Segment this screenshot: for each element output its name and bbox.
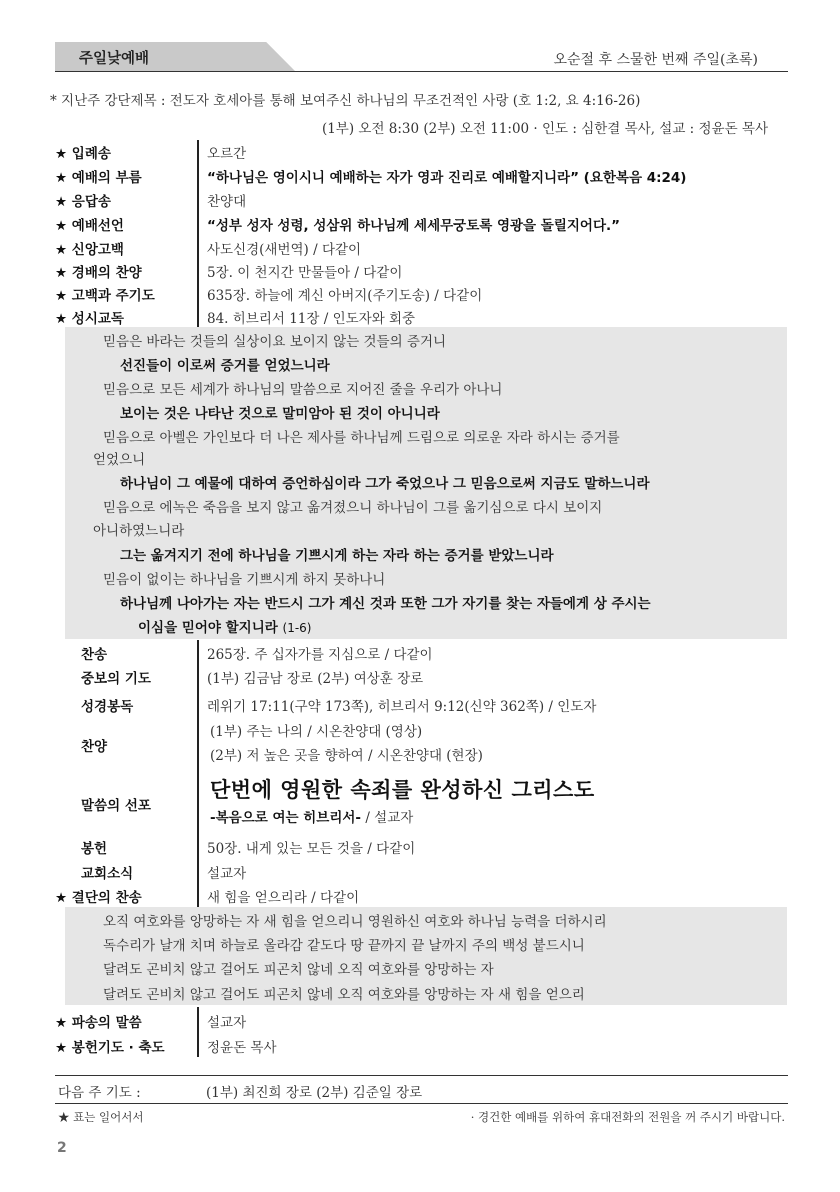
reading-leader-line: 믿음으로 에녹은 죽음을 보지 않고 옮겨졌으니 하나님이 그를 옮기심으로 다시 보이지 [103,500,603,516]
next-prayer-label: 다음 주 기도 : [58,1085,141,1101]
order-row-response [55,188,795,210]
order-row-scripture [55,693,795,715]
anthem-second-service: (2부) 저 높은 곳을 향하여 / 시온찬양대 (현장) [210,748,483,764]
phone-note: · 경건한 예배를 위하여 휴대전화의 전원을 꺼 주시기 바랍니다. [470,1110,785,1124]
sermon-title: 단번에 영원한 속죄를 완성하신 그리스도 [210,778,595,802]
order-label: ★ 입례송 [55,146,111,162]
sermon-preacher: / 설교자 [361,810,414,826]
order-value: 265장. 주 십자가를 지심으로 / 다같이 [207,647,433,663]
order-row-call [55,164,795,186]
reading-congregation-line: 그는 옮겨지기 전에 하나님을 기쁘시게 하는 자라 하는 증거를 받았느니라 [120,548,554,564]
order-value: “성부 성자 성령, 성삼위 하나님께 세세무궁토록 영광을 돌릴지어다.” [207,218,621,234]
order-label: 말씀의 선포 [81,798,151,814]
sermon-series: -복음으로 여는 히브리서- [210,810,362,826]
lyrics-line: 독수리가 날개 치며 하늘로 올라감 같도다 땅 끝까지 끝 날까지 주의 백성 붙드시니 [103,938,585,954]
order-value: 사도신경(새번역) / 다같이 [207,242,362,258]
reading-congregation-line: 하나님이 그 예물에 대하여 증언하심이라 그가 죽었으나 그 믿음으로써 지금도 말하느니라 [120,476,650,492]
order-row-lords-prayer [55,282,795,304]
header-subtitle: 오순절 후 스물한 번째 주일(초록) [553,52,758,68]
order-label: ★ 예배의 부름 [55,170,142,186]
order-value: 오르간 [207,146,247,162]
header-title: 주일낮예배 [79,51,150,67]
order-label: ★ 결단의 찬송 [55,890,142,906]
reading-congregation-line: 하나님께 나아가는 자는 반드시 그가 계신 것과 또한 그가 자기를 찾는 자들에게 상 주시는 [120,596,651,612]
order-row-decision-hymn [55,884,795,906]
reading-leader-line: 아니하였느니라 [93,523,185,539]
reading-reference: (1-6) [282,621,312,635]
lyrics-line: 달려도 곤비치 않고 걸어도 피곤치 않네 오직 여호와를 앙망하는 자 새 힘을 얻으리 [103,987,585,1003]
service-times: (1부) 오전 8:30 (2부) 오전 11:00 · 인도 : 심한결 목사, 설교 : 정윤돈 목사 [321,121,768,137]
order-row-sending [55,1009,795,1031]
page-header [55,42,788,72]
next-prayer-value: (1부) 최진희 장로 (2부) 김준일 장로 [206,1085,423,1101]
order-row-church-news [55,860,795,882]
order-value: “하나님은 영이시니 예배하는 자가 영과 진리로 예배할지니라” (요한복음 4:24) [207,170,687,186]
page-number: 2 [57,1140,67,1156]
reading-text: 이심을 믿어야 할지니라 [138,620,278,636]
order-row-benediction [55,1034,795,1056]
order-value: (1부) 김금남 장로 (2부) 여상훈 장로 [207,671,424,687]
order-row-intercession [55,665,795,687]
reading-leader-line: 믿음은 바라는 것들의 실상이요 보이지 않는 것들의 증거니 [103,334,447,350]
order-value: 레위기 17:11(구약 173쪽), 히브리서 9:12(신약 362쪽) / 인도자 [207,699,597,715]
order-value: 635장. 하늘에 계신 아버지(주기도송) / 다같이 [207,288,483,304]
reading-leader-line: 믿음으로 모든 세계가 하나님의 말씀으로 지어진 줄을 우리가 아나니 [103,382,503,398]
order-row-entrance [55,140,795,162]
order-label: 교회소식 [81,866,134,882]
footer-divider-lower [55,1103,788,1104]
order-value: 84. 히브리서 11장 / 인도자와 회중 [207,311,416,327]
order-label: ★ 봉헌기도 · 축도 [55,1040,165,1056]
order-label: 중보의 기도 [81,671,151,687]
order-value: 설교자 [207,866,247,882]
last-week-sermon-note: * 지난주 강단제목 : 전도자 호세아를 통해 보여주신 하나님의 무조건적인 사랑 (호 1:2, 요 4:16-26) [50,93,641,109]
anthem-first-service: (1부) 주는 나의 / 시온찬양대 (영상) [210,724,423,740]
reading-leader-line: 믿음으로 아벨은 가인보다 더 나은 제사를 하나님께 드림으로 의로운 자라 하시는 증거를 [103,430,620,446]
order-row-offering [55,835,795,857]
order-value: 설교자 [207,1015,247,1031]
order-label: ★ 응답송 [55,194,111,210]
order-value: 찬양대 [207,194,247,210]
order-value: 5장. 이 천지간 만물들아 / 다같이 [207,265,403,281]
order-label: 성경봉독 [81,699,134,715]
order-label: 봉헌 [81,841,108,857]
reading-leader-line: 믿음이 없이는 하나님을 기쁘시게 하지 못하나니 [103,572,386,588]
order-row-creed [55,236,795,258]
order-label: ★ 예배선언 [55,218,124,234]
order-value: 정윤돈 목사 [207,1040,277,1056]
lyrics-line: 달려도 곤비치 않고 걸어도 피곤치 않네 오직 여호와를 앙망하는 자 [103,962,494,978]
order-label: ★ 파송의 말씀 [55,1015,142,1031]
reading-leader-line: 얻었으니 [93,452,146,468]
reading-congregation-line [138,616,311,636]
order-label: 찬송 [81,647,108,663]
order-label: 찬양 [81,739,108,755]
order-row-praise [55,259,795,281]
order-value: 새 힘을 얻으리라 / 다같이 [207,890,360,906]
order-row-responsive-reading [55,305,795,327]
footer-divider [55,1075,788,1076]
order-label: ★ 성시교독 [55,311,124,327]
order-label: ★ 고백과 주기도 [55,288,155,304]
stand-note: ★ 표는 일어서서 [58,1110,144,1124]
order-label: ★ 신앙고백 [55,242,124,258]
order-label: ★ 경배의 찬양 [55,265,142,281]
order-row-declaration [55,212,795,234]
order-row-hymn [55,641,795,663]
lyrics-line: 오직 여호와를 앙망하는 자 새 힘을 얻으리니 영원하신 여호와 하나님 능력을 더하시리 [103,914,607,930]
reading-congregation-line: 선진들이 이로써 증거를 얻었느니라 [120,358,330,374]
reading-congregation-line: 보이는 것은 나타난 것으로 말미암아 된 것이 아니니라 [120,406,440,422]
order-value: 50장. 내게 있는 모든 것을 / 다같이 [207,841,416,857]
sermon-subtitle [210,806,413,826]
